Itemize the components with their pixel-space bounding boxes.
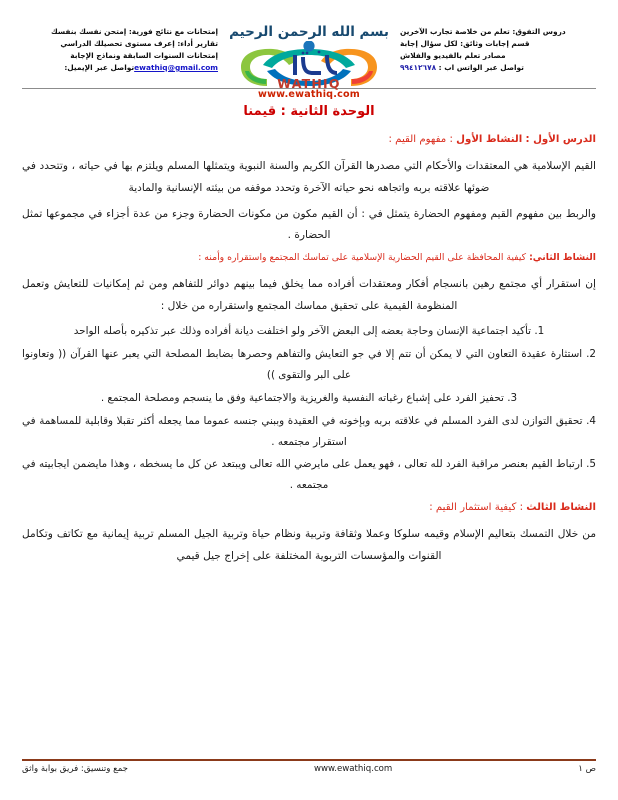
- list-item: 2. استثارة عقيدة التعاون التي لا يمكن أن تتم إلا في جو التعايش والتفاهم وحصرها بضابط المصلحة التي يعبر عنها القرآن (( وتعاونوا على البر والتقوى )): [22, 348, 596, 382]
- footer-credit: جمع وتنسيق: فريق بوابة واثق: [22, 764, 128, 774]
- footer-website-url[interactable]: www.ewathiq.com: [313, 764, 393, 774]
- wathiq-logo: [233, 41, 385, 91]
- brand-website-url[interactable]: www.ewathiq.com: [258, 89, 360, 100]
- activity-3-paragraph: من خلال التمسك بتعاليم الإسلام وقيمه سلوكا وعملا وثقافة وتربية ونظام حياة وتربية الجيل المسلم تربية إيمانية مع تكاتف وتكامل القنوات والمؤسسات التربوية المختلفة على إخراج جيل قيمي: [22, 528, 596, 562]
- page-footer: [22, 759, 596, 800]
- header-right-line-1: إمتحانات مع نتائج فورية: إمتحن نفسك بنفسك: [51, 27, 218, 36]
- lesson-label: الدرس الأول :: [525, 134, 596, 145]
- header-right-column: [22, 26, 218, 74]
- activity-3-label: النشاط الثالث: [526, 501, 596, 513]
- activity-2-list: [22, 321, 596, 496]
- header-right-line-3: إمتحانات السنوات السابقة ونماذج الإجابة: [70, 50, 218, 60]
- header-right-line-2: تقارير أداء: إعرف مستوى تحصيلك الدراسي: [60, 38, 218, 48]
- activity-1-paragraph-2: والربط بين مفهوم القيم ومفهوم الحضارة يتمثل في : أن القيم مكون من مكونات الحضارة وجزء من عدة أجزاء في مجموعها تمثل الحضارة .: [22, 207, 596, 242]
- document-body: [22, 89, 596, 759]
- activity-3-title: : كيفية استثمار القيم :: [429, 501, 524, 513]
- header-left-line-2: قسم إجابات وثائق: لكل سؤال إجابة: [400, 38, 530, 48]
- activity-1-title: : مفهوم القيم :: [388, 134, 453, 145]
- header-left-line-3: مصادر تعلم بالفيديو والفلاش: [400, 50, 506, 60]
- page-header: [22, 0, 596, 100]
- page-title: الوحدة الثانية : قيمنا: [243, 104, 375, 119]
- svg-text:WATHIQ: WATHIQ: [277, 76, 341, 91]
- activity-1-paragraph-1: القيم الإسلامية هي المعتقدات والأحكام التي مصدرها القرآن الكريم والسنة النبوية ويتمثلها المسلم ويلتزم بها في حياته ، وتتحدد في ضوئها علاقته بربه واتجاهه نحو حياته الآخرة وتحدد موقفه من بيئته الإنسانية والمادية: [22, 160, 596, 194]
- list-item: 4. تحقيق التوازن لدى الفرد المسلم في علاقته بربه وبإخوته في العقيدة وببني جنسه عموما مما يجعله أكثر تقبلا وقابلية للمساهمة في استقرار مجتمعه .: [22, 414, 596, 448]
- basmala-text: بسم الله الرحمن الرحيم: [229, 24, 389, 40]
- email-link[interactable]: ewathiq@gmail.com: [134, 62, 218, 72]
- list-item: 3. تحفيز الفرد على إشباع رغباته النفسية والغريزية والاجتماعية وفق ما ينسجم ومصلحة المجتمع .: [100, 391, 518, 404]
- header-left-line-1: دروس التفوق: تعلم من خلاصة تجارب الآخرين: [400, 27, 566, 36]
- footer-page-number: ص ١: [578, 764, 596, 774]
- brand-block: [225, 24, 393, 100]
- list-item: 1. تأكيد اجتماعية الإنسان وحاجة بعضه إلى البعض الآخر ولو اختلفت ديانة أفراده وذلك عبر تذكيره بأصله الواحد: [73, 325, 545, 338]
- activity-1-heading: [22, 132, 596, 147]
- header-phone-label: تواصل عبر الواتس اب :: [438, 62, 524, 72]
- header-email-line: [22, 62, 218, 74]
- activity-2-heading: [22, 251, 596, 265]
- footer-divider: [22, 759, 596, 761]
- activity-2-intro: إن استقرار أي مجتمع رهين بانسجام أفكار ومعتقدات أفراده مما يخلق فيما بينهم دوائر للتفاهم ومن ثم إمكانيات للتعايش وتعمل المنظومة القيمية على تحقيق مماسك المجتمع واستقراره من خلال :: [22, 278, 596, 312]
- header-phone-value: ٩٩٤١٢٦٧٨: [400, 62, 437, 72]
- activity-1-label: النشاط الأول: [456, 134, 523, 145]
- header-email-label: تواصل عبر الإيميل:: [64, 62, 135, 72]
- activity-2-title: كيفية المحافظة على القيم الحضارية الإسلامية على تماسك المجتمع واستقراره وأمنه :: [198, 252, 527, 264]
- activity-3-heading: [22, 500, 596, 515]
- activity-2-label: النشاط الثاني:: [529, 252, 596, 264]
- list-item: 5. ارتباط القيم بعنصر مراقبة الفرد لله تعالى ، فهو يعمل على مايرضي الله تعالى ويبتعد عن كل ما يسخطه ، وهذا مايضمن ايجابيته في مجتمعه .: [22, 458, 596, 492]
- wathiq-logo-icon: [233, 41, 385, 91]
- header-left-column: [400, 26, 596, 74]
- header-phone-line: [400, 62, 596, 74]
